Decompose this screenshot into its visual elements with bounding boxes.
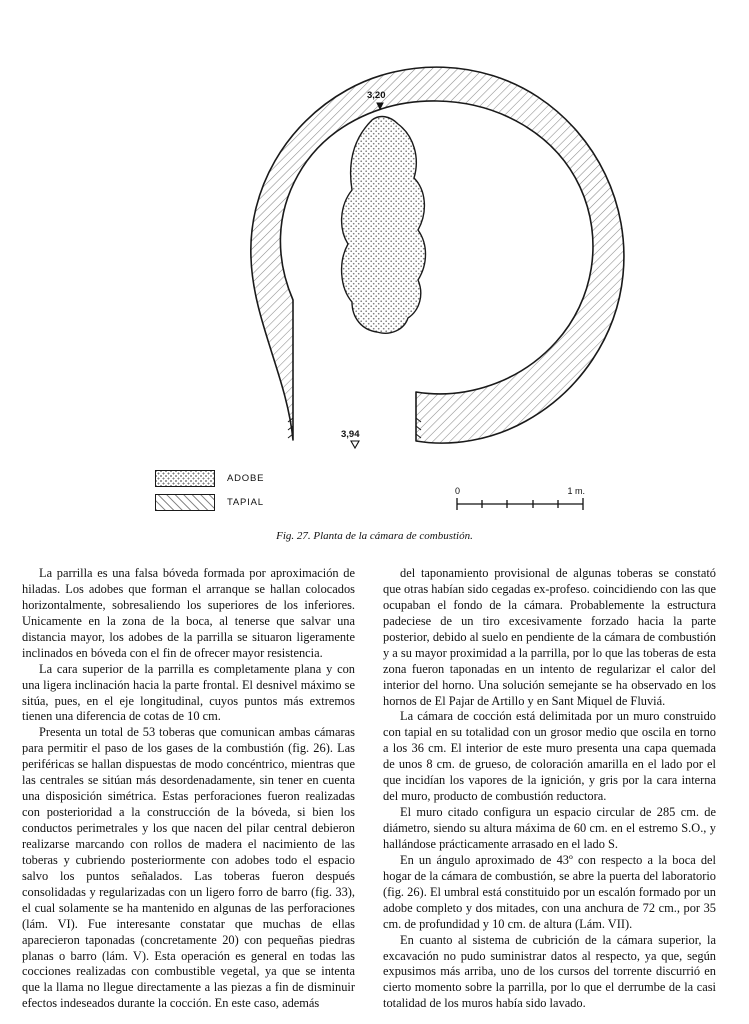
paragraph: La cara superior de la parrilla es completamente plana y con una ligera inclinación hacia la parte frontal. El desnivel máximo se sitúa, pues, en el eje longitudinal, cuyos puntos más extremos tienen una diferencia de cotas de 10 cm.	[22, 661, 355, 724]
paragraph: del taponamiento provisional de algunas toberas se constató que otras habían sido cegadas ex-profeso. coincidiendo con las que ocupaban el fondo de la cámara. Probablemente la estructura padeciese de un tiro excesivamente forzado hacia la parte posterior, debido al suelo en pendiente de la cámara de combustión y a su mayor proximidad a la parrilla, por lo que las toberas de esta zona fueron taponadas en un intento de regularizar el calor del interior del horno. Una solución semejante se ha observado en los hornos de El Pajar de Artillo y en Sant Miquel de Fluviá.	[383, 566, 716, 708]
legend-label-adobe: ADOBE	[227, 473, 265, 484]
figure-legend	[155, 470, 315, 518]
legend-label-tapial: TAPIAL	[227, 497, 264, 508]
scale-end-label: 1 m.	[567, 486, 585, 496]
paragraph: La cámara de cocción está delimitada por un muro construido con tapial en su totalidad con un grosor medio que oscila en torno a los 36 cm. El interior de este muro presenta una capa quemada de unos 8 cm. de grueso, de coloración amarilla en el lado por el que incidían los vapores de la ignición, y gris por la cara interna del muro, producto de combustión reductora.	[383, 709, 716, 804]
legend-item-adobe	[155, 470, 315, 487]
figure-caption: Fig. 27. Planta de la cámara de combustión.	[276, 530, 473, 542]
tapial-ring	[251, 67, 624, 443]
legend-item-tapial	[155, 494, 315, 511]
column-left	[22, 566, 355, 1012]
paragraph: La parrilla es una falsa bóveda formada por aproximación de hiladas. Los adobes que forman el arranque se hallan colocados horizontalmente, sobresaliendo los superiores de los inferiores. Unicamente en la zona de la boca, al tenerse que salvar una distancia mayor, los adobes de la parrilla se situaron ligeramente inclinados en bóveda con el fin de ofrecer mayor resistencia.	[22, 566, 355, 660]
paragraph: El muro citado configura un espacio circular de 285 cm. de diámetro, siendo su altura máxima de 60 cm. en el estremo S.O., y hallándose prácticamente arrasado en el lado S.	[383, 805, 716, 851]
scale-bar-graphic	[457, 498, 583, 510]
dimension-bottom-arrow	[351, 441, 359, 448]
scale-start-label: 0	[455, 486, 461, 496]
legend-swatch-tapial	[155, 494, 215, 511]
dimension-top-label: 3,20	[367, 90, 386, 101]
column-right	[383, 566, 716, 1012]
dimension-bottom-label: 3,94	[341, 429, 360, 440]
paragraph: Presenta un total de 53 toberas que comunican ambas cámaras para permitir el paso de los gases de la combustión (fig. 26). Las periféricas se hallan dispuestas de modo concéntrico, mientras que las centrales se sitúan más desordenadamente, sin tener en cuenta una disposición simétrica. Estas perforaciones fueron realizadas con posterioridad a la construcción de la bóveda, si bien los conductos perimetrales y los que nacen del pilar central debieron realizarse marcando con rollos de madera el nacimiento de las toberas y cubriendo posteriormente con adobes todo el espacio salvo los puntos señalados. Las toberas fueron después consolidadas y regularizadas con un ligero forro de barro (fig. 33), el cual solamente se ha mantenido en algunas de las perforaciones (lám. VI). Fue interesante constatar que muchas de ellas aparecieron taponadas (concretamente 20) con pequeñas piedras planas o barro (lám. V). Esta operación es general en todas las cocciones realizadas con combustible vegetal, ya que se intenta que la llama no llegue directamente a las piezas a fin de disminuir efectos indeseados durante la cocción. En este caso, además	[22, 725, 355, 1011]
paragraph: En un ángulo aproximado de 43º con respecto a la boca del hogar de la cámara de combustión, se abre la puerta del laboratorio (fig. 26). El umbral está constituido por un escalón formado por un adobe completo y dos mitades, con una anchura de 72 cm., por 35 cm. de profundidad y 10 cm. de altura (Lám. VII).	[383, 852, 716, 931]
body-columns	[0, 566, 749, 1012]
adobe-central-pillar	[342, 117, 426, 334]
legend-swatch-adobe	[155, 470, 215, 487]
scale-bar	[455, 486, 585, 499]
paragraph: En cuanto al sistema de cubrición de la cámara superior, la excavación no pudo suministrar datos al respecto, ya que, según expusimos más arriba, uno de los cursos del torrente discurrió en cierto momento sobre la parrilla, por lo que el derrumbe de la casi totalidad de los muros había sido lavado.	[383, 932, 716, 1011]
